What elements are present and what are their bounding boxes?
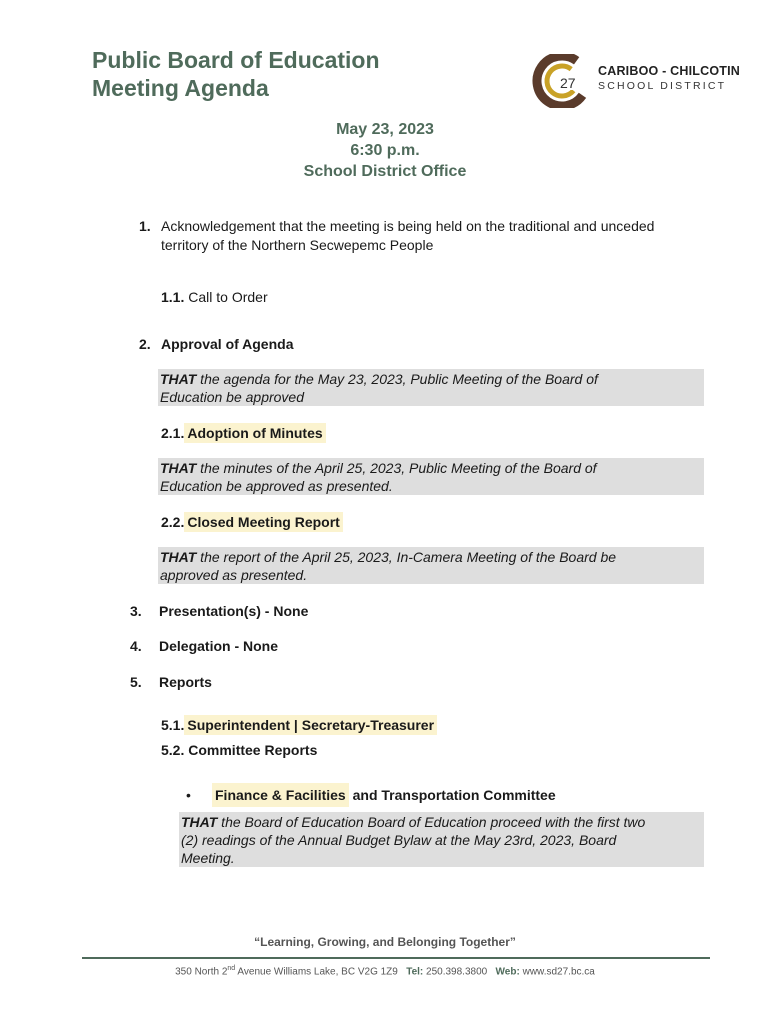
footer-web-label: Web:	[495, 966, 520, 978]
committee-motion	[179, 812, 704, 867]
page-title	[92, 46, 380, 102]
logo-name: CARIBOO - CHILCOTIN	[598, 64, 740, 78]
item-2-motion	[158, 369, 704, 406]
item-5-1	[161, 716, 437, 735]
motion-text: the agenda for the May 23, 2023, Public Meeting of the Board of	[196, 371, 598, 387]
footer-motto: “Learning, Growing, and Belonging Together”	[254, 935, 516, 949]
title-line-1: Public Board of Education	[92, 47, 380, 73]
district-logo	[532, 54, 740, 108]
motion-text: (2) readings of the Annual Budget Bylaw at the May 23rd, 2023, Board	[181, 832, 617, 848]
footer-tel: 250.398.3800	[423, 966, 488, 978]
footer-address-post: Avenue Williams Lake, BC V2G 1Z9	[235, 966, 398, 978]
item-1-line-2: territory of the Northern Secwepemc People	[161, 237, 434, 253]
item-5-2	[161, 741, 317, 760]
footer-address-pre: 350 North 2	[175, 966, 228, 978]
item-1-1	[161, 288, 268, 307]
item-5-1-number: 5.1.	[161, 717, 185, 733]
motion-text: Education be approved	[160, 389, 304, 405]
item-2-2	[161, 513, 343, 532]
motion-text: Meeting.	[181, 850, 235, 866]
motion-lead: THAT	[181, 814, 218, 830]
footer-tel-label: Tel:	[406, 966, 424, 978]
logo-number: 27	[560, 75, 576, 91]
item-1-1-number: 1.1.	[161, 289, 185, 305]
item-3-number: 3.	[130, 603, 142, 619]
item-3-label: Presentation(s) - None	[159, 603, 309, 619]
item-4-number: 4.	[130, 638, 142, 654]
item-2-1-motion	[158, 458, 704, 495]
motion-text: the Board of Education Board of Education proceed with the first two	[217, 814, 646, 830]
motion-lead: THAT	[160, 371, 197, 387]
title-line-2: Meeting Agenda	[92, 75, 269, 101]
item-1-line-1: Acknowledgement that the meeting is being held on the traditional and unceded	[161, 218, 655, 234]
motion-lead: THAT	[160, 460, 197, 476]
district-logo-icon	[532, 54, 594, 108]
item-2-2-label: Closed Meeting Report	[184, 512, 342, 532]
item-5-label: Reports	[159, 674, 212, 690]
item-5-1-label: Superintendent | Secretary-Treasurer	[184, 715, 437, 735]
item-2-2-motion	[158, 547, 704, 584]
footer-contact	[0, 965, 770, 977]
committee-highlight: Finance & Facilities	[212, 783, 349, 807]
item-5-number: 5.	[130, 674, 142, 690]
motion-text: the minutes of the April 25, 2023, Public Meeting of the Board of	[196, 460, 597, 476]
item-2-2-number: 2.2.	[161, 514, 185, 530]
committee-rest: and Transportation Committee	[348, 787, 556, 803]
footer-address-sup: nd	[227, 965, 236, 972]
motion-text: approved as presented.	[160, 567, 308, 583]
meeting-date: May 23, 2023	[336, 121, 434, 138]
item-4-label: Delegation - None	[159, 638, 279, 654]
item-2-1-label: Adoption of Minutes	[184, 423, 325, 443]
motion-text: Education be approved as presented.	[160, 478, 393, 494]
item-1-1-label: Call to Order	[188, 289, 268, 305]
bullet-icon: •	[186, 787, 191, 803]
item-5-2-number: 5.2.	[161, 742, 185, 758]
footer-web-link[interactable]: www.sd27.bc.ca	[519, 966, 595, 978]
logo-subtitle: SCHOOL DISTRICT	[598, 80, 727, 92]
committee-heading	[212, 786, 556, 805]
footer-divider	[82, 957, 710, 959]
item-2-1	[161, 424, 326, 443]
item-2-label: Approval of Agenda	[161, 336, 294, 352]
motion-text: the report of the April 25, 2023, In-Camera Meeting of the Board be	[196, 549, 617, 565]
meeting-time: 6:30 p.m.	[350, 142, 420, 159]
item-5-2-label: Committee Reports	[188, 742, 318, 758]
meeting-location: School District Office	[303, 163, 467, 180]
item-1-number: 1.	[139, 218, 151, 234]
item-2-number: 2.	[139, 336, 151, 352]
motion-lead: THAT	[160, 549, 197, 565]
item-2-1-number: 2.1.	[161, 425, 185, 441]
